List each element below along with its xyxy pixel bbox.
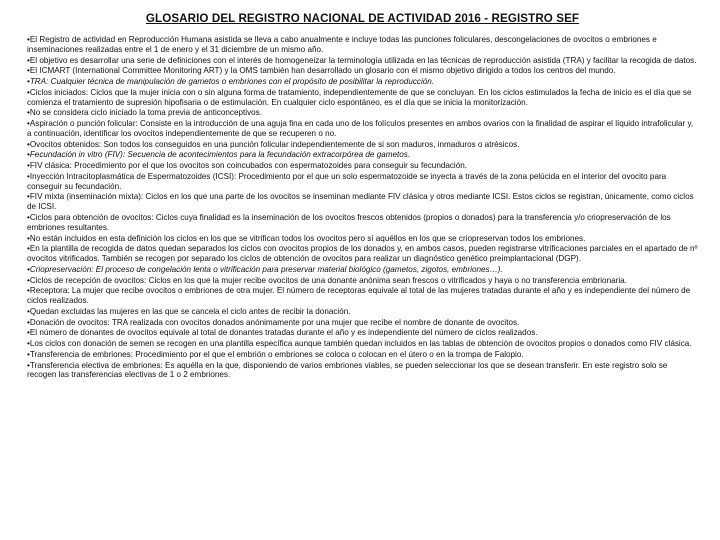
- glossary-entry: •Ovocitos obtenidos: Son todos los conseguidos en una punción folicular independientemente de si son maduros, inmaduros o atrésicos.: [27, 139, 520, 149]
- glossary-entry: •FIV mixta (inseminación mixta): Ciclos en los que una parte de los ovocitos se inseminan mediante FIV clásica y otros mediante ICSI. Estos ciclos se registran, únicamente, como ciclos de ICSI.: [27, 192, 694, 212]
- glossary-entry: •Transferencia electiva de embriones: Es aquélla en la que, disponiendo de varios embriones viables, se pueden seleccionar los que se desean transferir. En este registro solo se recogen las transferencias electivas de 1 o 2 embriones.: [27, 360, 668, 380]
- glossary-entry: •Receptora: La mujer que recibe ovocitos o embriones de otra mujer. El número de receptoras equivale al total de las mujeres tratadas durante el año y es independiente del número de ciclos realizados.: [27, 286, 691, 306]
- glossary-entry: •En la plantilla de recogida de datos quedan separados los ciclos con ovocitos propios de los donados y, en ambos casos, pueden registrarse vitrificaciones parciales en el apartado de nº ovocitos vitrificados. También se recogen por separado los ciclos de obtención de ovocitos para realizar un diagnóstico genético preimplantacional (DGP).: [27, 244, 698, 264]
- glossary-entry: •Transferencia de embriones: Procedimiento por el que el embrión o embriones se coloca o colocan en el útero o en la trompa de Falopio.: [27, 349, 524, 359]
- page-title: GLOSARIO DEL REGISTRO NACIONAL DE ACTIVIDAD 2016 - REGISTRO SEF: [145, 12, 580, 25]
- glossary-entry: •Ciclos iniciados: Ciclos que la mujer inicia con o sin alguna forma de tratamiento, independientemente de que se concluyan. En los ciclos estimulados la fecha de inicio es el día que se comienza el tratamiento de supresión hipofisaria o de estimulación. En cualquier ciclo espontáneo, es el día que se inicia la monitorización.: [27, 87, 692, 107]
- glossary-entry: •El objetivo es desarrollar una serie de definiciones con el interés de homogeneizar la terminología utilizada en las técnicas de reproducción asistida (TRA) y facilitar la recogida de datos.: [27, 55, 697, 65]
- glossary-entry: •El número de donantes de ovocitos equivale al total de donantes tratadas durante el año y es independiente del número de ciclos realizados.: [27, 328, 538, 338]
- glossary-entry: •Los ciclos con donación de semen se recogen en una plantilla específica aunque también quedan incluidos en las tablas de obtención de ovocitos propios o donados como FIV clásica.: [27, 339, 692, 349]
- glossary-entry: •Inyección Intracitoplasmática de Espermatozoides (ICSI): Procedimiento por el que un solo espermatozoide se inyecta a través de la zona pelúcida en el interior del ovocito para conseguir su fecundación.: [27, 171, 667, 191]
- glossary-entry: •TRA: Cualquier técnica de manipulación de gametos o embriones con el propósito de posibilitar la reproducción.: [27, 77, 435, 87]
- glossary-entry: •El ICMART (International Committee Monitoring ART) y la OMS también han desarrollado un glosario con el mismo objetivo dirigido a todos los centros del mundo.: [27, 66, 616, 76]
- glossary-entry: •FIV clásica: Procedimiento por el que los ovocitos son coincubados con espermatozoides para conseguir su fecundación.: [27, 161, 468, 171]
- glossary-entry: •Donación de ovocitos: TRA realizada con ovocitos donados anónimamente por una mujer que recibe el nombre de donante de ovocitos.: [27, 317, 520, 327]
- glossary-entry: •No están incluidos en esta definición los ciclos en los que se vitrifican todos los ovocitos pero sí aquéllos en los que se criopreservan todos los embriones.: [27, 233, 586, 243]
- glossary-list: [27, 35, 698, 380]
- glossary-entry: •No se considera ciclo iniciado la toma previa de anticonceptivos.: [27, 108, 262, 118]
- glossary-entry: •Criopreservación: El proceso de congelación lenta o vitrificación para preservar material biológico (gametos, zigotos, embriones…).: [27, 264, 503, 274]
- glossary-entry: •Fecundación in vitro (FIV): Secuencia de acontecimientos para la fecundación extracorpórea de gametos.: [27, 150, 411, 160]
- glossary-entry: •Aspiración o punción folicular: Consiste en la introducción de una aguja fina en cada uno de los folículos presentes en ambos ovarios con la finalidad de aspirar el líquido intrafolicular y, a continuación, identificar los ovocitos independientemente de que se recuperen o no.: [27, 119, 694, 138]
- glossary-entry: •Quedan excluidas las mujeres en las que se cancela el ciclo antes de recibir la donación.: [27, 306, 351, 316]
- glossary-entry: •Ciclos de recepción de ovocitos: Ciclos en los que la mujer recibe ovocitos de una donante anónima sean frescos o vitrificados y haya o no transferencia embrionaria.: [27, 275, 627, 285]
- glossary-entry: •Ciclos para obtención de ovocitos: Ciclos cuya finalidad es la inseminación de los ovocitos frescos obtenidos (propios o donados) para la transferencia y/o criopreservación de los embriones resultantes.: [27, 213, 671, 232]
- glossary-entry: •El Registro de actividad en Reproducción Humana asistida se lleva a cabo anualmente e incluye todas las punciones foliculares, descongelaciones de ovocitos o embriones e inseminaciones realizadas entre el 1 de enero y el 31 diciembre de un mismo año.: [27, 35, 657, 54]
